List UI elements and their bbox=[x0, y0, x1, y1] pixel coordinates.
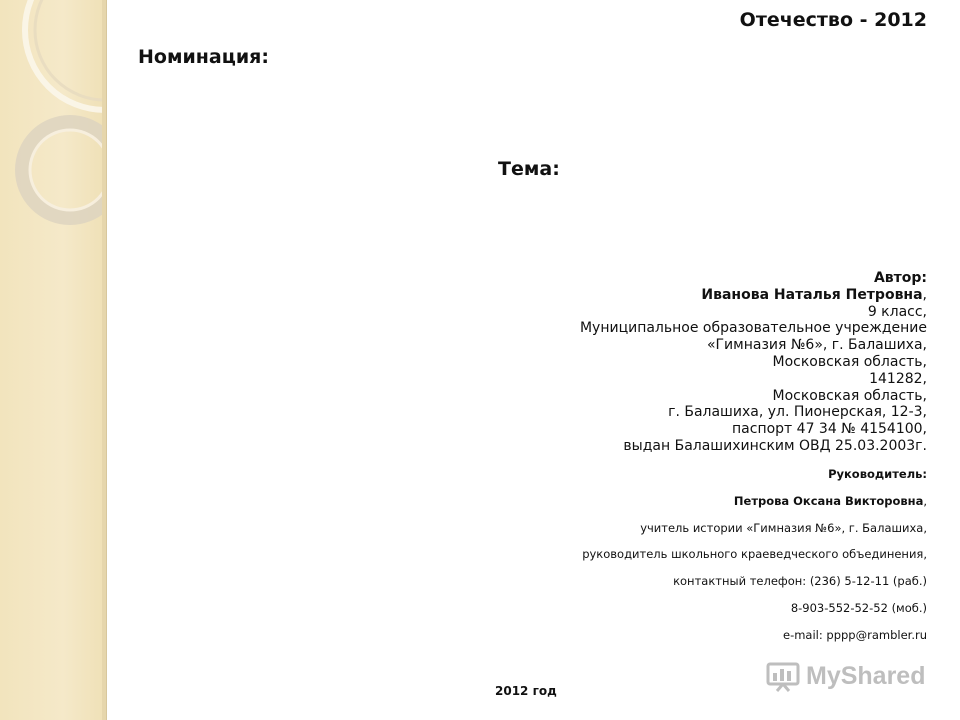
page-title: Отечество - 2012 bbox=[739, 9, 927, 31]
leader-name-line bbox=[582, 493, 927, 520]
leader-name: Петрова Оксана Викторовна bbox=[733, 493, 924, 508]
author-name-line bbox=[580, 287, 927, 304]
decorative-rings bbox=[0, 0, 106, 720]
author-line: выдан Балашихинским ОВД 25.03.2003г. bbox=[623, 437, 927, 454]
leader-name-suffix: , bbox=[923, 493, 927, 508]
author-line: «Гимназия №6», г. Балашиха, bbox=[706, 337, 927, 354]
author-line: паспорт 47 34 № 4154100, bbox=[732, 421, 927, 438]
leader-heading: Руководитель: bbox=[828, 467, 927, 481]
watermark bbox=[766, 656, 936, 696]
author-line: 141282, bbox=[869, 370, 927, 387]
author-line: Московская область, bbox=[772, 353, 927, 370]
leader-line: 8-903-552-52-52 (моб.) bbox=[790, 600, 927, 615]
leader-line: руководитель школьного краеведческого объединения, bbox=[582, 547, 927, 562]
author-line: Московская область, bbox=[772, 387, 927, 404]
author-block bbox=[580, 270, 927, 455]
watermark-text: MyShared bbox=[806, 661, 926, 690]
decorative-sidebar bbox=[0, 0, 107, 720]
author-name-suffix: , bbox=[922, 286, 927, 303]
leader-line: контактный телефон: (236) 5-12-11 (раб.) bbox=[673, 574, 927, 589]
theme-label: Тема: bbox=[498, 158, 560, 180]
presentation-board-icon bbox=[766, 660, 800, 692]
leader-block bbox=[582, 466, 927, 654]
author-line: Муниципальное образовательное учреждение bbox=[579, 320, 927, 337]
author-name: Иванова Наталья Петровна bbox=[701, 286, 923, 303]
author-line: 9 класс, bbox=[867, 303, 927, 320]
author-heading: Автор: bbox=[873, 270, 927, 286]
leader-line: учитель истории «Гимназия №6», г. Балашиха, bbox=[640, 520, 927, 535]
leader-email[interactable]: e-mail: pppp@rambler.ru bbox=[783, 627, 927, 642]
nomination-label: Номинация: bbox=[138, 46, 269, 68]
document-year: 2012 год bbox=[495, 684, 557, 698]
author-line: г. Балашиха, ул. Пионерская, 12-3, bbox=[668, 404, 927, 421]
